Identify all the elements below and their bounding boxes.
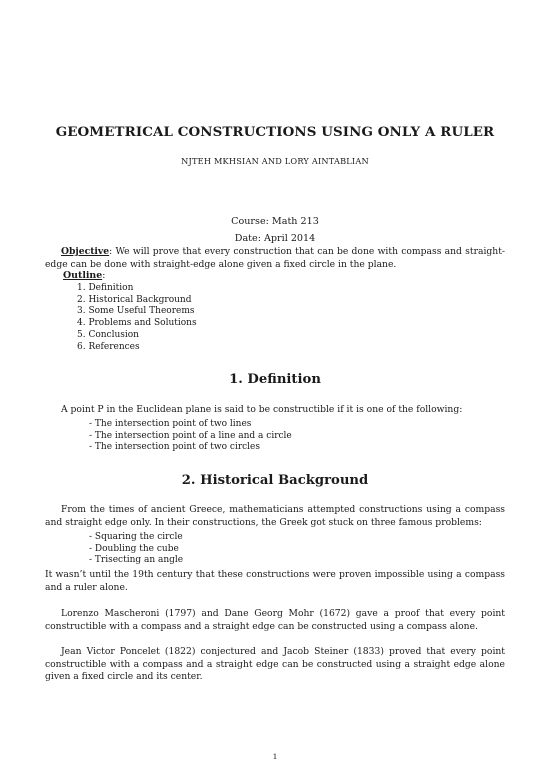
outline-item: 4. Problems and Solutions bbox=[77, 318, 197, 329]
section-2-after: It wasn’t until the 19th century that these constructions were proven impossible using a compass and a ruler alone. bbox=[45, 569, 505, 593]
section-2-paragraph-mascheroni: Lorenzo Mascheroni (1797) and Dane Georg Mohr (1672) gave a proof that every point constructible with a compass and a straight edge can be constructed using a compass alone. bbox=[45, 608, 505, 632]
outline-list bbox=[77, 283, 197, 353]
paper-authors: NJTEH MKHSIAN AND LORY AINTABLIAN bbox=[181, 156, 369, 166]
list-item: - Squaring the circle bbox=[89, 532, 183, 542]
outline-item: 2. Historical Background bbox=[77, 294, 192, 305]
page-number: 1 bbox=[272, 752, 278, 761]
objective-text: : We will prove that every construction that can be done with compass and straight-edge can be done with straight-edge alone given a fixed circle in the plane. bbox=[45, 246, 505, 270]
list-item: - The intersection point of two circles bbox=[89, 442, 260, 453]
outline-item: 1. Definition bbox=[77, 283, 134, 293]
list-item: - Trisecting an angle bbox=[89, 555, 184, 566]
outline-heading: Outline: bbox=[63, 270, 106, 281]
objective-paragraph bbox=[45, 246, 505, 271]
section-2-heading: 2. Historical Background bbox=[181, 473, 369, 488]
section-1-intro: A point P in the Euclidean plane is said to be constructible if it is one of the following: bbox=[61, 404, 463, 415]
outline-item: 6. References bbox=[77, 341, 140, 352]
list-item: - The intersection point of a line and a circle bbox=[89, 430, 292, 441]
section-1-heading: 1. Definition bbox=[229, 372, 321, 387]
section-2-list bbox=[89, 532, 183, 567]
course-line: Course: Math 213 bbox=[231, 216, 319, 227]
outline-item: 3. Some Useful Theorems bbox=[77, 306, 195, 317]
list-item: - Doubling the cube bbox=[89, 543, 179, 554]
outline-label: Outline bbox=[63, 270, 103, 281]
paper-title: GEOMETRICAL CONSTRUCTIONS USING ONLY A RULER bbox=[55, 124, 495, 140]
section-2-intro: From the times of ancient Greece, mathematicians attempted constructions using a compass and straight edge only. In their constructions, the Greek got stuck on three famous problems: bbox=[45, 504, 505, 528]
list-item: - The intersection point of two lines bbox=[89, 419, 252, 429]
section-2-paragraph-poncelet: Jean Victor Poncelet (1822) conjectured and Jacob Steiner (1833) proved that every point constructible with a compass and a straight edge can be constructed using a straight edge alone given a fixed circle and its center. bbox=[45, 646, 505, 683]
objective-label: Objective bbox=[61, 246, 110, 257]
section-1-list bbox=[89, 419, 292, 454]
outline-item: 5. Conclusion bbox=[77, 329, 139, 340]
date-line: Date: April 2014 bbox=[234, 233, 316, 244]
